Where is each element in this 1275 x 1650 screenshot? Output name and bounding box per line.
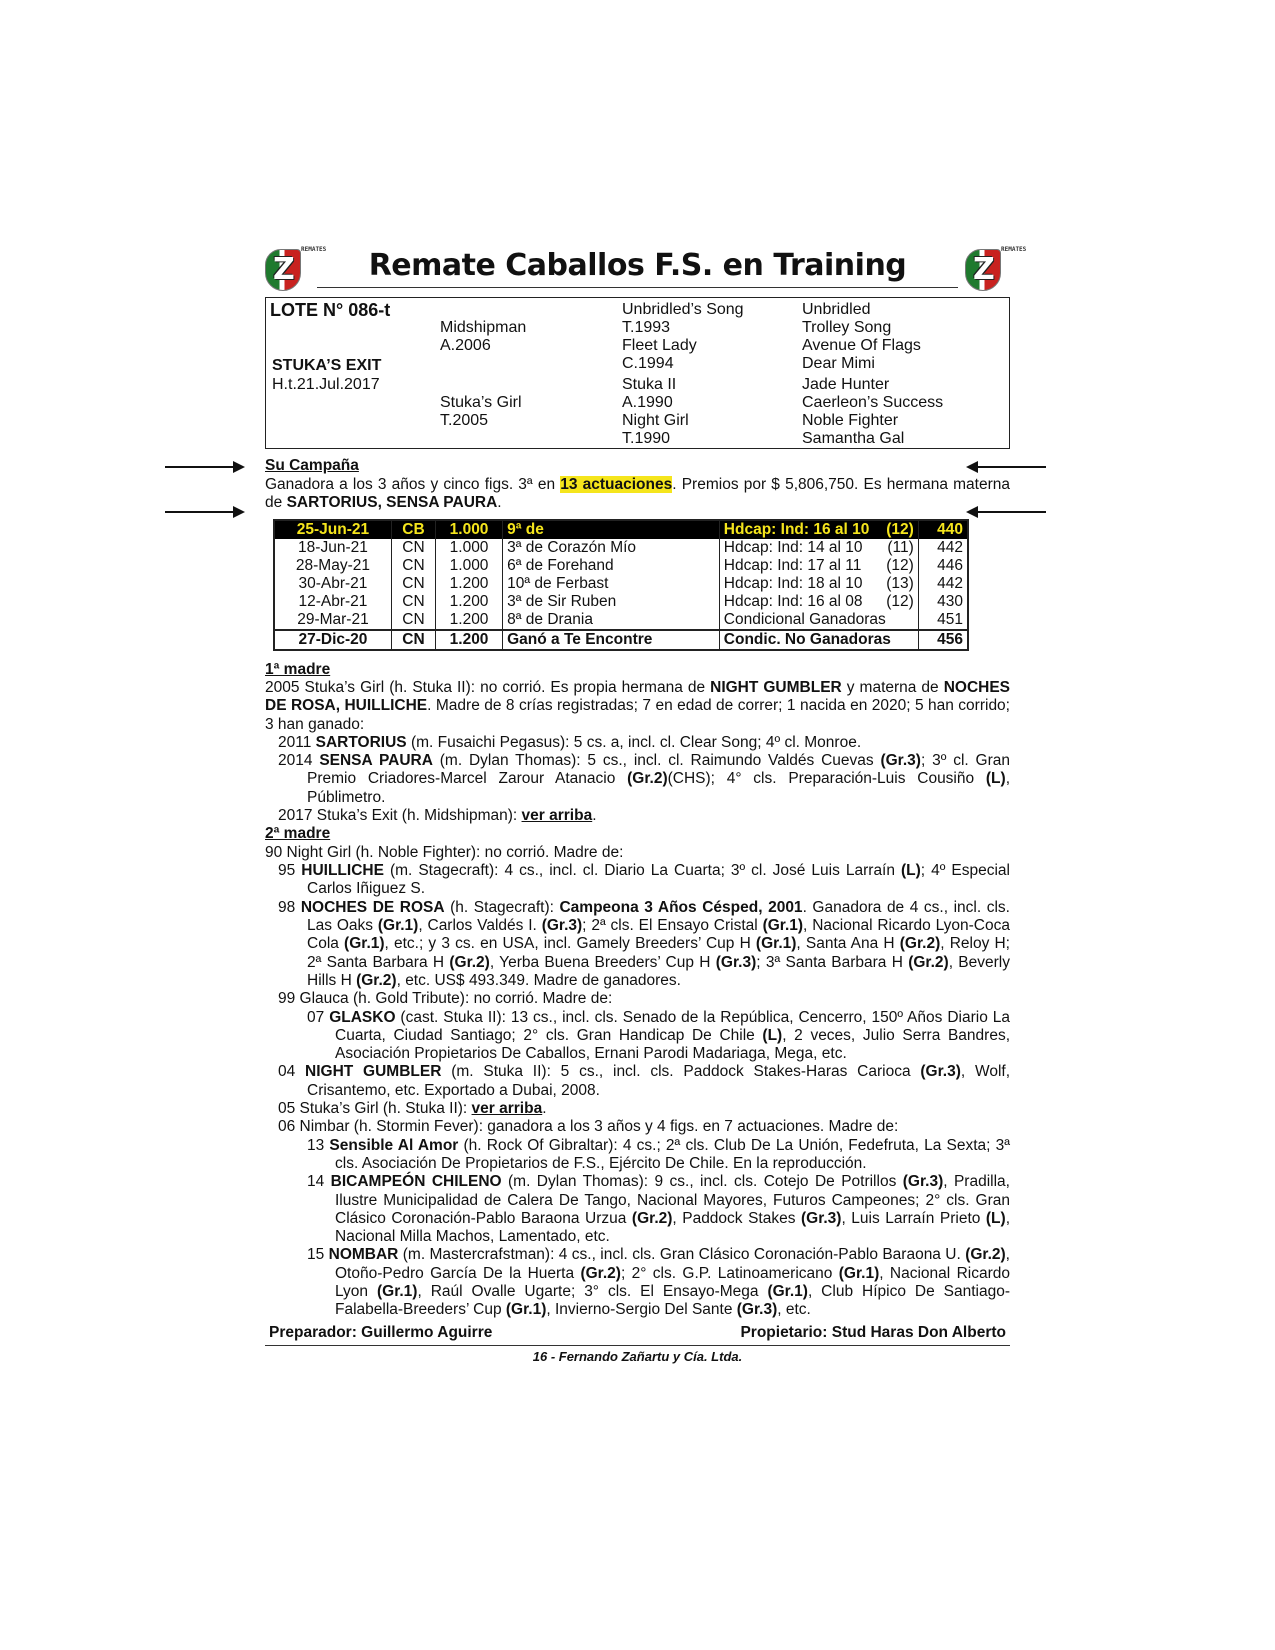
catalog-page (265, 240, 1027, 1364)
ggparent: Noble Fighter (802, 412, 899, 429)
offspring-entry: 14 BICAMPEÓN CHILENO (m. Dylan Thomas): 9 cs., incl. cls. Cotejo De Potrillos (Gr.3), Pradilla, Ilustre Municipalidad de Calera De Tango, Nacional Mayores, Futuros Campeones; 2° cls. Gran Clásico Coronación-Pablo Baraona Urzua (Gr.2), Paddock Stakes (Gr.3), Luis Larraín Prieto (L), Nacional Milla Machos, Lamentado, etc. (307, 1173, 1010, 1246)
race-pos: 3ª de Sir Ruben (503, 593, 720, 611)
trainer: Preparador: Guillermo Aguirre (269, 1323, 493, 1341)
race-date: 25-Jun-21 (274, 520, 391, 539)
race-pos: 10ª de Ferbast (503, 575, 720, 593)
campaign-heading: Su Campaña (265, 457, 359, 474)
race-dist: 1.000 (435, 557, 502, 575)
logo-letter: Z (973, 252, 995, 287)
logo-text: REMATES (301, 246, 327, 253)
offspring-entry: 99 Glauca (h. Gold Tribute): no corrió. Madre de: (278, 990, 613, 1008)
ggparent: Unbridled (802, 301, 871, 318)
sire-year: A.2006 (440, 337, 491, 354)
offspring-entry: 2011 SARTORIUS (m. Fusaichi Pegasus): 5 cs. a, incl. cl. Clear Song; 4º cl. Monroe. (278, 733, 862, 751)
logo-left (265, 246, 327, 292)
logo-right (965, 246, 1027, 292)
arrow-right-race (165, 511, 243, 513)
race-table (273, 519, 969, 651)
madre1-intro: 2005 Stuka’s Girl (h. Stuka II): no corrió. Es propia hermana de NIGHT GUMBLER y materna de NOCHES DE ROSA, HUILLICHE. Madre de 8 crías registradas; 7 en edad de correr; 1 nacida en 2020; 5 han corrido; 3 han ganado: (265, 679, 1011, 733)
race-race: Hdcap: Ind: 16 al 08 (12) (719, 593, 918, 611)
page-footer (265, 1320, 1010, 1346)
race-pos: 3ª de Corazón Mío (503, 539, 720, 557)
race-date: 30-Abr-21 (298, 574, 368, 592)
race-wt: 446 (918, 557, 968, 575)
race-date: 28-May-21 (295, 556, 370, 574)
ggparent: Jade Hunter (802, 376, 890, 393)
ggparent: Trolley Song (802, 319, 892, 336)
offspring-entry: 05 Stuka’s Girl (h. Stuka II): ver arriba. (278, 1100, 547, 1118)
horse-birth: H.t.21.Jul.2017 (272, 376, 380, 393)
grandsire-2-year: A.1990 (622, 394, 673, 411)
dam: Stuka’s Girl (440, 394, 522, 411)
horse-name: STUKA’S EXIT (272, 357, 382, 374)
ggparent: Dear Mimi (802, 355, 875, 372)
grandsire-1-year: T.1993 (622, 319, 671, 336)
race-dist: 1.200 (435, 611, 502, 630)
race-wt: 442 (918, 575, 968, 593)
race-dist: 1.200 (435, 630, 502, 650)
owner: Propietario: Stud Haras Don Alberto (740, 1323, 1006, 1341)
offspring-entry: 98 NOCHES DE ROSA (h. Stagecraft): Campeona 3 Años Césped, 2001. Ganadora de 4 cs., incl. cls. Las Oaks (Gr.1), Carlos Valdés I. (Gr.3); 2ª cls. El Ensayo Cristal (Gr.1), Nacional Ricardo Lyon-Coca Cola (Gr.1), etc.; y 3 cs. en USA, incl. Gamely Breeders’ Cup H (Gr.1), Santa Ana H (Gr.2), Reloy H; 2ª Santa Barbara H (Gr.2), Yerba Buena Breeders’ Cup H (Gr.3); 3ª Santa Barbara H (Gr.2), Beverly Hills H (Gr.2), etc. US$ 493.349. Madre de ganadores. (278, 898, 1010, 989)
race-wt: 440 (918, 520, 968, 539)
race-track: CN (391, 611, 435, 630)
race-track: CN (391, 593, 435, 611)
race-race: Condicional Ganadoras (719, 611, 918, 630)
granddam-2: Night Girl (622, 412, 689, 429)
granddam-1-year: C.1994 (622, 355, 674, 372)
page-header (265, 240, 1027, 295)
race-date: 12-Abr-21 (298, 592, 368, 610)
ggparent: Avenue Of Flags (802, 337, 921, 354)
race-track: CN (391, 557, 435, 575)
race-pos: 6ª de Forehand (503, 557, 720, 575)
race-track: CB (391, 520, 435, 539)
race-row (274, 557, 968, 575)
race-dist: 1.200 (435, 593, 502, 611)
offspring-entry: 2014 SENSA PAURA (m. Dylan Thomas): 5 cs., incl. cl. Raimundo Valdés Cuevas (Gr.3); 3º cl. Gran Premio Criadores-Marcel Zarour Atanacio (Gr.2)(CHS); 4° cls. Preparación-Luis Cousiño (L), Públimetro. (278, 752, 1010, 806)
grandsire-1: Unbridled’s Song (622, 301, 744, 318)
race-race: Hdcap: Ind: 14 al 10 (11) (719, 539, 918, 557)
race-track: CN (391, 575, 435, 593)
arrow-right-campaign (165, 466, 243, 468)
offspring-entry: 95 HUILLICHE (m. Stagecraft): 4 cs., incl. cl. Diario La Cuarta; 3º cl. José Luis Larraín (L); 4º Especial Carlos Iñiguez S. (278, 862, 1010, 898)
race-date: 27-Dic-20 (274, 630, 391, 650)
madre1-heading: 1ª madre (265, 660, 331, 678)
race-race: Hdcap: Ind: 16 al 10 (12) (719, 520, 918, 539)
offspring-entry: 13 Sensible Al Amor (h. Rock Of Gibraltar): 4 cs.; 2ª cls. Club De La Unión, Fedefruta, La Sexta; 3ª cls. Asociación De Propietarios de F.S., Ejército De Chile. En la reproducción. (307, 1136, 1010, 1172)
campaign-text: Ganadora a los 3 años y cinco figs. 3ª en 13 actuaciones. Premios por $ 5,806,750. Es hermana materna de SARTORIUS, SENSA PAURA. (265, 475, 1010, 511)
logo-letter: Z (273, 252, 295, 287)
madre2-heading: 2ª madre (265, 825, 331, 843)
race-pos: 9ª de (503, 520, 720, 539)
pedigree-box (265, 297, 1010, 449)
ggparent: Caerleon’s Success (802, 394, 944, 411)
race-date: 29-Mar-21 (297, 610, 369, 628)
dam-year: T.2005 (440, 412, 489, 429)
header-rule (317, 287, 958, 288)
race-race: Hdcap: Ind: 18 al 10 (13) (719, 575, 918, 593)
offspring-entry: 15 NOMBAR (m. Mastercrafstman): 4 cs., incl. cls. Gran Clásico Coronación-Pablo Baraona U. (Gr.2), Otoño-Pedro García De la Huerta (Gr.2); 2° cls. G.P. Latinoamericano (Gr.1), Nacional Ricardo Lyon (Gr.1), Raúl Ovalle Ugarte; 3° cls. El Ensayo-Mega (Gr.1), Club Hípico De Santiago-Falabella-Breeders’ Cup (Gr.1), Invierno-Sergio Del Sante (Gr.3), etc. (307, 1246, 1010, 1319)
sire: Midshipman (440, 319, 527, 336)
page-number: 16 - Fernando Zañartu y Cía. Ltda. (532, 1348, 743, 1364)
race-row (274, 630, 968, 650)
race-row (274, 611, 968, 630)
race-track: CN (391, 539, 435, 557)
page-title: Remate Caballos F.S. en Training (368, 248, 907, 283)
race-track: CN (391, 630, 435, 650)
lot-number: LOTE N° 086-t (270, 300, 391, 320)
offspring-entry: 06 Nimbar (h. Stormin Fever): ganadora a los 3 años y 4 figs. en 7 actuaciones. Madre de: (278, 1118, 899, 1136)
granddam-2-year: T.1990 (622, 430, 671, 447)
race-dist: 1.000 (435, 539, 502, 557)
grandsire-2: Stuka II (622, 376, 677, 393)
race-row (274, 539, 968, 557)
granddam-1: Fleet Lady (622, 337, 697, 354)
race-wt: 430 (918, 593, 968, 611)
race-pos: Ganó a Te Encontre (503, 630, 720, 650)
race-row (274, 575, 968, 593)
race-race: Condic. No Ganadoras (719, 630, 918, 650)
highlight-actuaciones: 13 actuaciones (560, 475, 673, 493)
race-dist: 1.200 (435, 575, 502, 593)
logo-text: REMATES (1001, 246, 1027, 253)
race-race: Hdcap: Ind: 17 al 11 (12) (719, 557, 918, 575)
madre2-intro: 90 Night Girl (h. Noble Fighter): no corrió. Madre de: (265, 843, 624, 861)
race-wt: 451 (918, 611, 968, 630)
race-date: 18-Jun-21 (298, 538, 368, 556)
offspring-entry: 04 NIGHT GUMBLER (m. Stuka II): 5 cs., incl. cls. Paddock Stakes-Haras Carioca (Gr.3), Wolf, Crisantemo, etc. Exportado a Dubai, 2008. (278, 1063, 1010, 1099)
race-dist: 1.000 (435, 520, 502, 539)
offspring-entry: 07 GLASKO (cast. Stuka II): 13 cs., incl. cls. Senado de la República, Cencerro, 150º Años Diario La Cuarta, Ciudad Santiago; 2° cls. Gran Handicap De Chile (L), 2 veces, Julio Serra Bandres, Asociación Propietarios De Caballos, Ernani Parodi Madariaga, Mega, etc. (307, 1008, 1010, 1063)
race-pos: 8ª de Drania (503, 611, 720, 630)
offspring-entry: 2017 Stuka’s Exit (h. Midshipman): ver arriba. (278, 807, 597, 825)
race-row (274, 593, 968, 611)
race-wt: 442 (918, 539, 968, 557)
race-row (274, 520, 968, 539)
ggparent: Samantha Gal (802, 430, 905, 447)
race-wt: 456 (918, 630, 968, 650)
